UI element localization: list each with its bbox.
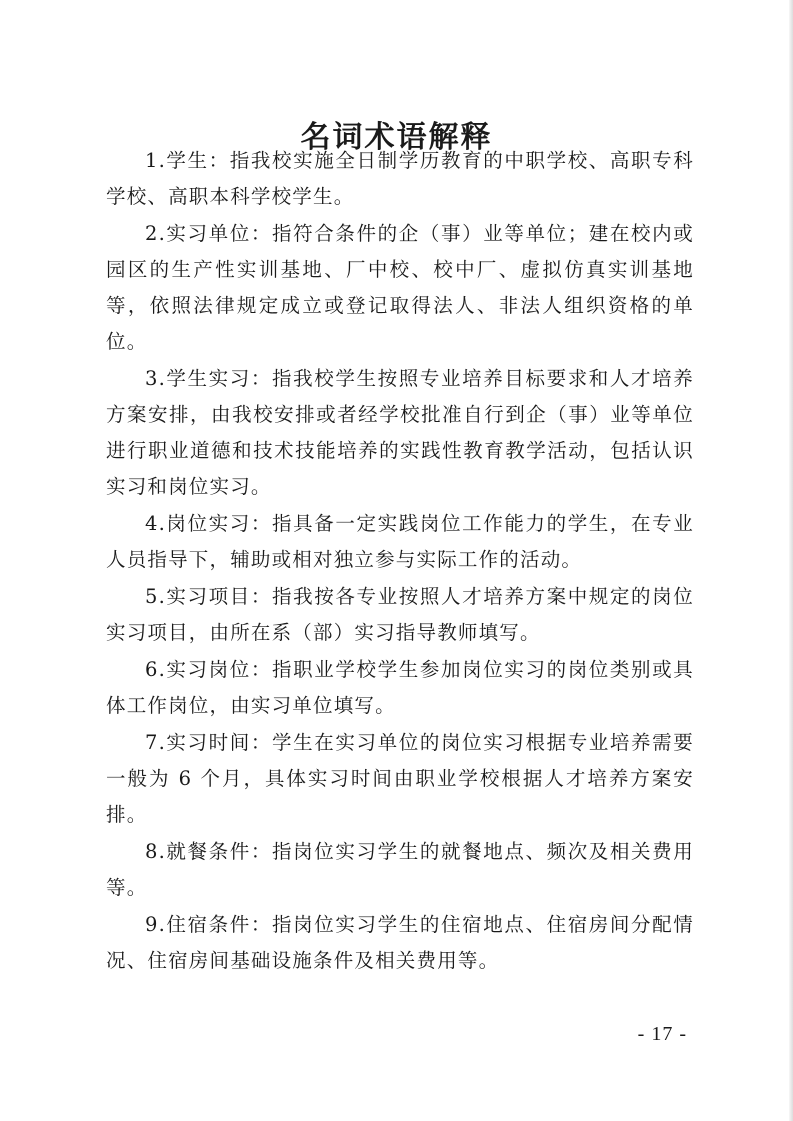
definition-paragraph-student-internship: 3.学生实习：指我校学生按照专业培养目标要求和人才培养方案安排，由我校安排或者经学校批准自行到企（事）业等单位进行职业道德和技术技能培养的实践性教育教学活动，包括认识实习和岗位实习。 bbox=[106, 367, 694, 498]
definition-paragraph-internship-project: 5.实习项目：指我按各专业按照人才培养方案中规定的岗位实习项目，由所在系（部）实习指导教师填写。 bbox=[106, 585, 694, 644]
page-edge-shadow bbox=[789, 0, 793, 1121]
page-number: - 17 - bbox=[637, 1023, 687, 1045]
definition-paragraph-internship-unit: 2.实习单位：指符合条件的企（事）业等单位；建在校内或园区的生产性实训基地、厂中校、校中厂、虚拟仿真实训基地等，依照法律规定成立或登记取得法人、非法人组织资格的单位。 bbox=[106, 222, 694, 353]
page-title: 名词术语解释 bbox=[300, 120, 493, 156]
definition-paragraph-student: 1.学生：指我校实施全日制学历教育的中职学校、高职专科学校、高职本科学校学生。 bbox=[106, 149, 694, 208]
definitions-body bbox=[106, 143, 694, 980]
definition-paragraph-position-internship: 4.岗位实习：指具备一定实践岗位工作能力的学生，在专业人员指导下，辅助或相对独立参与实际工作的活动。 bbox=[106, 512, 694, 571]
definition-paragraph-dining-conditions: 8.就餐条件：指岗位实习学生的就餐地点、频次及相关费用等。 bbox=[106, 840, 694, 899]
definition-paragraph-internship-post: 6.实习岗位：指职业学校学生参加岗位实习的岗位类别或具体工作岗位，由实习单位填写。 bbox=[106, 658, 694, 717]
definition-paragraph-internship-time: 7.实习时间：学生在实习单位的岗位实习根据专业培养需要一般为 6 个月，具体实习时间由职业学校根据人才培养方案安排。 bbox=[106, 731, 694, 826]
definition-paragraph-accommodation-conditions: 9.住宿条件：指岗位实习学生的住宿地点、住宿房间分配情况、住宿房间基础设施条件及相关费用等。 bbox=[106, 913, 694, 972]
